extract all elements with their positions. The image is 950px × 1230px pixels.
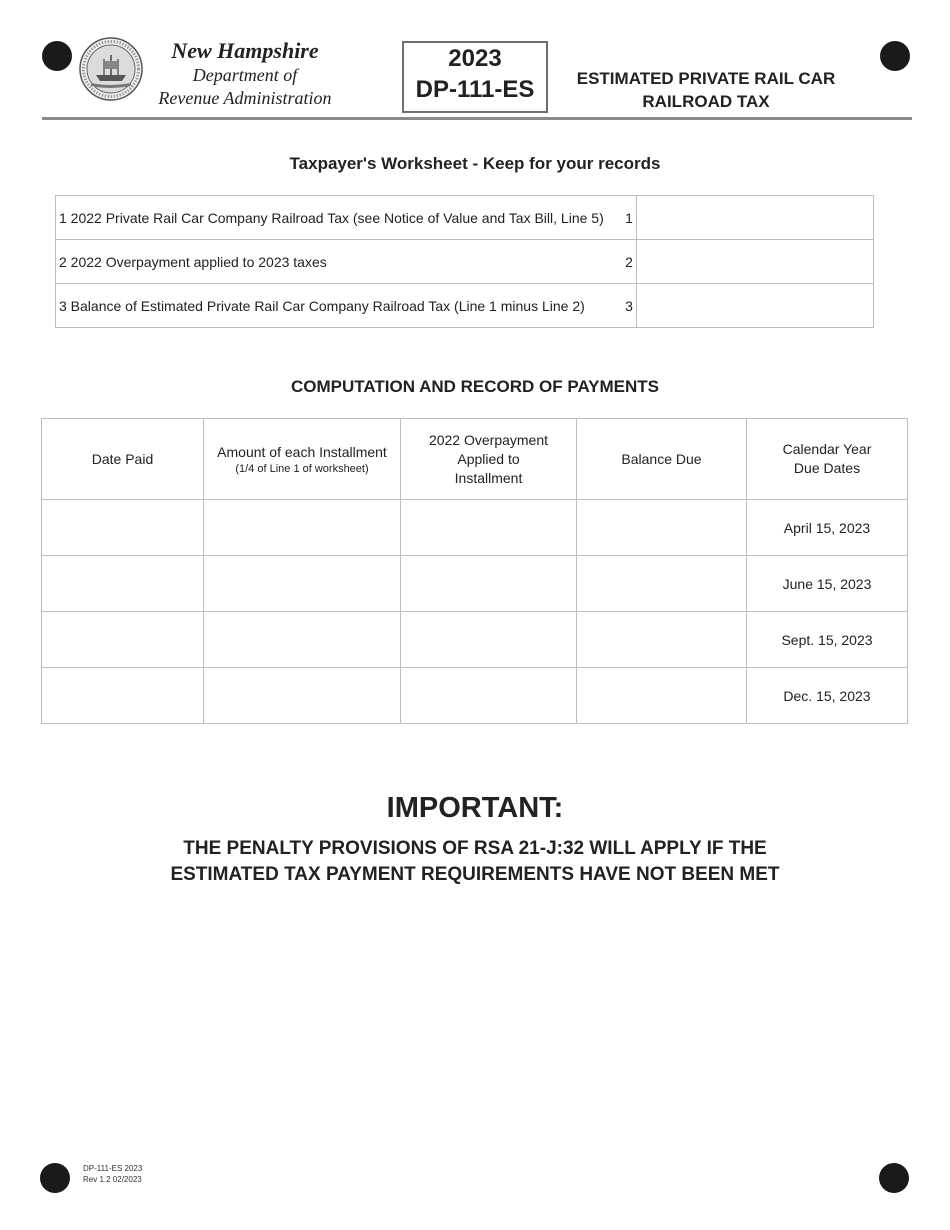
col-overpayment <box>401 419 577 500</box>
payments-table <box>41 418 908 724</box>
worksheet-table <box>55 195 874 328</box>
col-overpayment-line1: 2022 Overpayment <box>428 431 549 448</box>
col-date-paid: Date Paid <box>42 419 204 500</box>
worksheet-heading: Taxpayer's Worksheet - Keep for your records <box>289 154 661 173</box>
registration-mark-top-left <box>42 41 72 71</box>
date-paid-field[interactable] <box>42 668 204 724</box>
payments-heading: COMPUTATION AND RECORD OF PAYMENTS <box>290 377 660 396</box>
payment-row <box>42 612 908 668</box>
due-date: Sept. 15, 2023 <box>747 612 908 668</box>
form-title-line2: RAILROAD TAX <box>642 92 770 111</box>
form-id-box <box>402 41 548 113</box>
registration-mark-bottom-right <box>879 1163 909 1193</box>
registration-mark-bottom-left <box>40 1163 70 1193</box>
agency-name <box>140 38 350 110</box>
penalty-notice <box>0 836 950 888</box>
due-date: April 15, 2023 <box>747 500 908 556</box>
col-installment-note: (1/4 of Line 1 of worksheet) <box>235 462 369 475</box>
administration-name: Revenue Administration <box>158 88 332 108</box>
line-description: 3 Balance of Estimated Private Rail Car Company Railroad Tax (Line 1 minus Line 2) <box>56 284 618 328</box>
payment-row <box>42 556 908 612</box>
worksheet-line-3 <box>56 284 874 328</box>
line-number: 1 <box>617 196 636 240</box>
due-date: June 15, 2023 <box>747 556 908 612</box>
worksheet-line-1 <box>56 196 874 240</box>
worksheet-line-2 <box>56 240 874 284</box>
payment-row <box>42 668 908 724</box>
col-due-dates-line1: Calendar Year <box>782 441 872 457</box>
payments-header-row <box>42 419 908 500</box>
line-1-amount-field[interactable] <box>636 196 873 240</box>
installment-amount-field[interactable] <box>204 612 401 668</box>
header-divider <box>42 117 912 120</box>
due-date: Dec. 15, 2023 <box>747 668 908 724</box>
date-paid-field[interactable] <box>42 556 204 612</box>
line-description: 1 2022 Private Rail Car Company Railroad Tax (see Notice of Value and Tax Bill, Line 5) <box>56 196 618 240</box>
footer-form-id: DP-111-ES 2023 <box>83 1164 143 1173</box>
overpayment-field[interactable] <box>401 500 577 556</box>
penalty-notice-line1: THE PENALTY PROVISIONS OF RSA 21-J:32 WILL APPLY IF THE <box>183 838 767 859</box>
form-title-line1: ESTIMATED PRIVATE RAIL CAR <box>576 69 836 88</box>
payment-row <box>42 500 908 556</box>
line-number: 3 <box>617 284 636 328</box>
form-title <box>560 67 852 113</box>
state-seal-icon <box>79 37 143 101</box>
line-2-amount-field[interactable] <box>636 240 873 284</box>
line-description: 2 2022 Overpayment applied to 2023 taxes <box>56 240 618 284</box>
balance-due-field[interactable] <box>577 668 747 724</box>
balance-due-field[interactable] <box>577 612 747 668</box>
col-installment-amount <box>204 419 401 500</box>
col-overpayment-line2: Applied to <box>457 450 520 467</box>
overpayment-field[interactable] <box>401 612 577 668</box>
footer-revision: Rev 1.2 02/2023 <box>83 1175 142 1184</box>
overpayment-field[interactable] <box>401 556 577 612</box>
line-number: 2 <box>617 240 636 284</box>
form-year: 2023 <box>448 45 502 72</box>
department-name: Department of <box>192 65 298 85</box>
date-paid-field[interactable] <box>42 500 204 556</box>
important-heading: IMPORTANT: <box>386 792 564 824</box>
col-installment-label: Amount of each Installment <box>217 443 387 460</box>
state-name: New Hampshire <box>171 38 319 63</box>
installment-amount-field[interactable] <box>204 556 401 612</box>
balance-due-field[interactable] <box>577 500 747 556</box>
overpayment-field[interactable] <box>401 668 577 724</box>
col-due-dates <box>747 419 908 500</box>
line-3-amount-field[interactable] <box>636 284 873 328</box>
penalty-notice-line2: ESTIMATED TAX PAYMENT REQUIREMENTS HAVE NOT BEEN MET <box>170 864 780 885</box>
col-overpayment-line3: Installment <box>454 469 523 486</box>
balance-due-field[interactable] <box>577 556 747 612</box>
date-paid-field[interactable] <box>42 612 204 668</box>
form-number: DP-111-ES <box>415 76 535 103</box>
col-balance-due: Balance Due <box>577 419 747 500</box>
footer-form-info <box>83 1163 142 1185</box>
col-due-dates-line2: Due Dates <box>793 460 861 476</box>
registration-mark-top-right <box>880 41 910 71</box>
installment-amount-field[interactable] <box>204 500 401 556</box>
installment-amount-field[interactable] <box>204 668 401 724</box>
